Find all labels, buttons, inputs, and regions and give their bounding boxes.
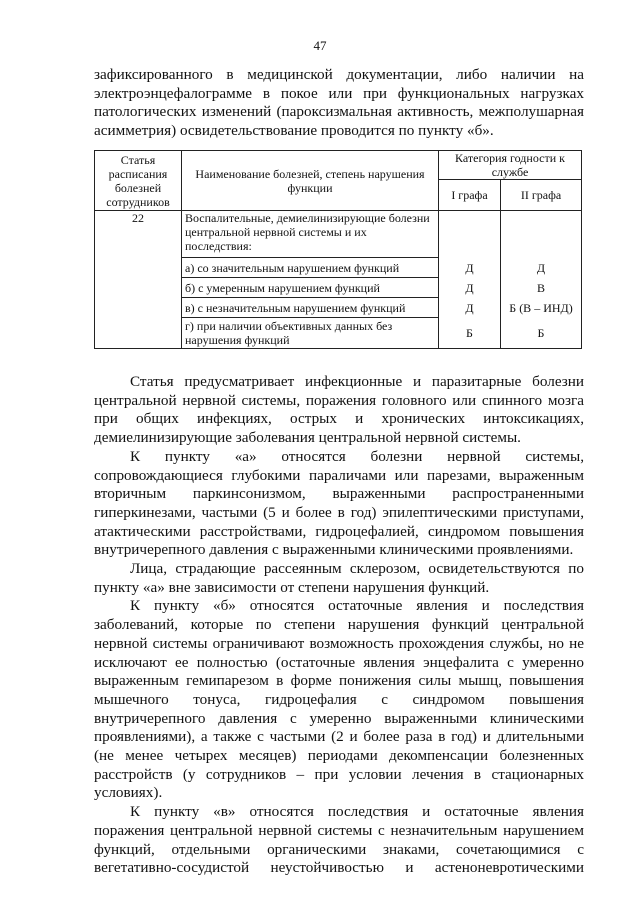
intro-text-block xyxy=(94,66,584,140)
article-number: 22 xyxy=(95,211,182,349)
paragraph: Лица, страдающие рассеянным склерозом, освидетельствуются по пункту «а» вне зависимости от степени нарушения функций. xyxy=(94,560,584,596)
intro-paragraph: зафиксированного в медицинской документации, либо наличии на электроэнцефалограмме в покое или при функциональных нагрузках патологических изменений (пароксизмальная активность, межполушарная асимметрия) освидетельствование проводится по пункту «б». xyxy=(94,66,584,139)
paragraph: К пункту «б» относятся остаточные явления и последствия заболеваний, которые по степени нарушения функций центральной нервной системы ограничивают возможность прохождения службы, но не исключают ее полностью (остаточные явления энцефалита с умеренно выраженным гемипарезом в форме понижения силы мышц, повышения мышечного тонуса, гидроцефалия с синдромом повышения внутричерепного давления с умеренно выраженными клиническими проявлениями), а также с частыми (2 и более раза в год) и длительными (не менее четырех месяцев) периодами декомпенсации болезненных расстройств (у сотрудников – при условии лечения в стационарных условиях). xyxy=(94,597,584,802)
table-header-row xyxy=(95,151,582,180)
row-b-name: б) с умеренным нарушением функций xyxy=(182,278,439,298)
row-a-graph-1: Д xyxy=(439,258,501,278)
row-a-graph-2: Д xyxy=(501,258,582,278)
header-disease-name: Наименование болезней, степень нарушения функции xyxy=(182,151,439,211)
row-b-graph-1: Д xyxy=(439,278,501,298)
paragraph: К пункту «в» относятся последствия и остаточные явления поражения центральной нервной системы с незначительным нарушением функций, отдельными органическими знаками, сочетающимися с вегетативно-сосудистой неустойчивостью и астеноневротическими xyxy=(94,803,584,877)
row-c-graph-1: Д xyxy=(439,298,501,318)
paragraph: Статья предусматривает инфекционные и паразитарные болезни центральной нервной системы, поражения головного или спинного мозга при общих инфекциях, острых и хронических интоксикациях, демиелинизирующие заболевания центральной нервной системы. xyxy=(94,373,584,447)
header-graph-1: I графа xyxy=(439,180,501,211)
row-a-name: а) со значительным нарушением функций xyxy=(182,258,439,278)
row-b-graph-2: В xyxy=(501,278,582,298)
header-article: Статья расписания болезней сотрудников xyxy=(95,151,182,211)
empty-cell xyxy=(501,211,582,258)
empty-cell xyxy=(439,211,501,258)
disease-schedule-table xyxy=(94,150,582,349)
table-row xyxy=(95,211,582,258)
row-d-graph-1: Б xyxy=(439,318,501,349)
paragraph: К пункту «а» относятся болезни нервной системы, сопровождающиеся глубокими параличами или парезами, выраженным вторичным паркинсонизмом, выраженными распространенными гиперкинезами, частыми (5 и более в год) эпилептическими приступами, атактическими расстройствами, гидроцефалией, синдромом повышения внутричерепного давления с выраженными клиническими проявлениями. xyxy=(94,447,584,559)
article-title: Воспалительные, демиелинизирующие болезни центральной нервной системы и их последствия: xyxy=(182,211,439,258)
row-c-name: в) с незначительным нарушением функций xyxy=(182,298,439,318)
row-d-name: г) при наличии объективных данных без нарушения функций xyxy=(182,318,439,349)
row-d-graph-2: Б xyxy=(501,318,582,349)
header-category: Категория годности к службе xyxy=(439,151,582,180)
header-graph-2: II графа xyxy=(501,180,582,211)
article-commentary xyxy=(94,373,584,878)
page-number: 47 xyxy=(313,38,327,53)
row-c-graph-2: Б (В – ИНД) xyxy=(501,298,582,318)
